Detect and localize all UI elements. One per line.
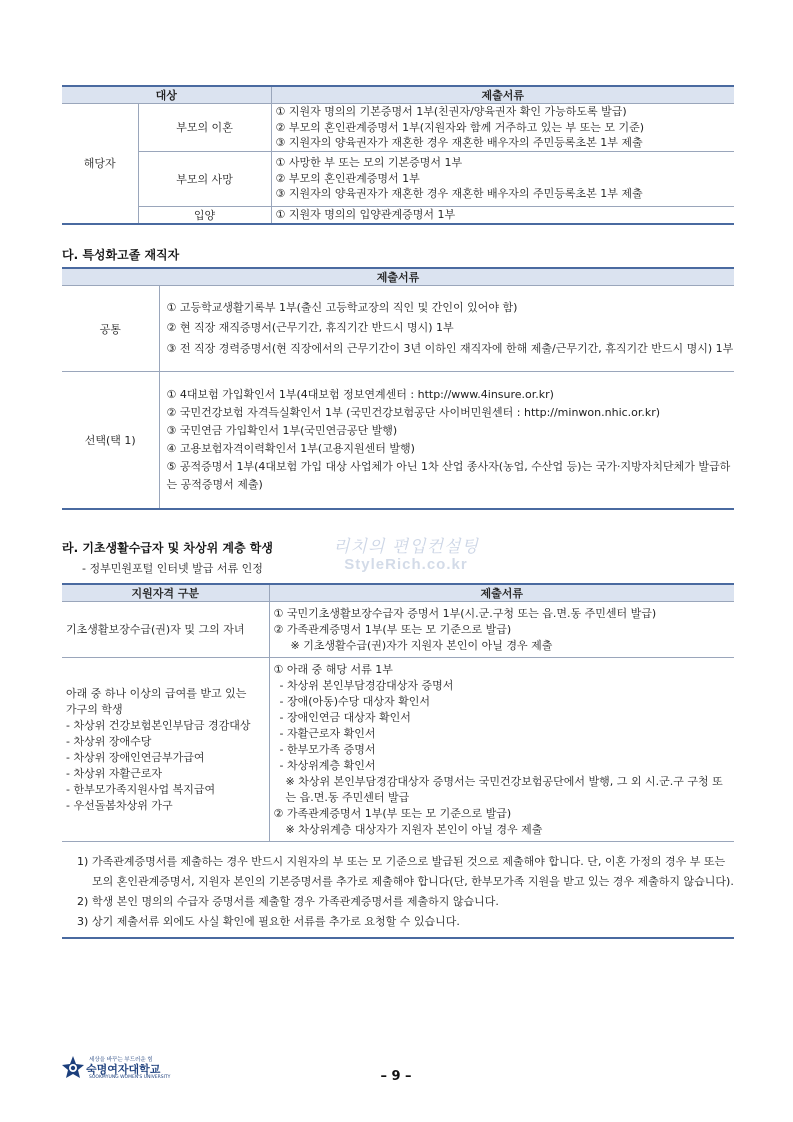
- footnote: [62, 852, 734, 892]
- table-family-status: [62, 85, 734, 225]
- note-item: ※ 차상위 본인부담경감대상자 증명서는 국민건강보험공단에서 발행, 그 외 시.군.구 구청 또는 읍.면.동 주민센터 발급: [285, 774, 723, 804]
- footnote: [62, 912, 734, 932]
- document-list: [271, 151, 734, 206]
- qualification-cell: [62, 602, 269, 658]
- document-item: ③ 전 직장 경력증명서(현 직장에서의 근무기간이 3년 이하인 재직자에 한해 제출/근무기간, 휴직기간 반드시 명시) 1부: [166, 341, 734, 355]
- document-item: ② 부모의 혼인관계증명서 1부: [275, 171, 420, 185]
- row-label: 입양: [138, 206, 271, 224]
- qualification-line: - 차상위 자활근로자: [66, 766, 162, 780]
- page-number: – 9 –: [380, 1069, 412, 1084]
- table-low-income: [62, 583, 734, 842]
- document-item: - 차상위 본인부담경감대상자 증명서: [279, 678, 454, 692]
- column-header-documents: 제출서류: [271, 86, 734, 104]
- document-item: - 차상위계층 확인서: [279, 758, 376, 772]
- document-item: ③ 국민연금 가입확인서 1부(국민연금공단 발행): [166, 423, 398, 437]
- document-item: ③ 지원자의 양육권자가 재혼한 경우 재혼한 배우자의 주민등록초본 1부 제출: [275, 136, 643, 149]
- document-item: - 장애(아동)수당 대상자 확인서: [279, 694, 431, 708]
- watermark: [326, 532, 486, 573]
- document-item: ① 고등학교생활기록부 1부(출신 고등학교장의 직인 및 간인이 있어야 함): [166, 300, 518, 314]
- qualification-line: - 우선돌봄차상위 가구: [66, 798, 173, 812]
- table-vocational-employees: [62, 267, 734, 510]
- qualification-line: - 차상위 건강보험본인부담금 경감대상: [66, 718, 251, 732]
- document-item: ① 지원자 명의의 입양관계증명서 1부: [275, 207, 456, 221]
- logo-name: 숙명여자대학교: [86, 1063, 161, 1076]
- watermark-line2: StyleRich.co.kr: [344, 556, 468, 573]
- document-item: ② 가족관계증명서 1부(부 또는 모 기준으로 발급): [273, 806, 512, 820]
- footnote-number: 2): [77, 895, 89, 908]
- document-list: [159, 286, 734, 372]
- note-item: ※ 기초생활수급(권)자가 지원자 본인이 아닐 경우 제출: [290, 638, 553, 652]
- section-title: 라. 기초생활수급자 및 차상위 계층 학생: [62, 541, 273, 555]
- logo-tagline: 세상을 바꾸는 부드러운 힘: [89, 1057, 153, 1063]
- document-item: ① 국민기초생활보장수급자 증명서 1부(시.군.구청 또는 읍.면.동 주민센터 발급): [273, 606, 657, 620]
- document-item: ① 아래 중 해당 서류 1부: [273, 662, 393, 676]
- row-label: 부모의 사망: [138, 151, 271, 206]
- footnotes: [62, 852, 734, 939]
- document-item: ① 4대보험 가입확인서 1부(4대보험 정보연계센터 : http://www.4insure.or.kr): [166, 387, 554, 401]
- row-label: 공통: [99, 322, 121, 336]
- document-item: - 자활근로자 확인서: [279, 726, 376, 740]
- footnote-number: 3): [77, 915, 89, 928]
- document-list: [269, 658, 734, 842]
- university-logo: [62, 1055, 182, 1081]
- footnote-text: 학생 본인 명의의 수급자 증명서를 제출할 경우 가족관계증명서를 제출하지 않습니다.: [92, 895, 499, 908]
- document-item: ② 현 직장 재직증명서(근무기간, 휴직기간 반드시 명시) 1부: [166, 321, 454, 335]
- qualification-line: 기초생활보장수급(권)자 및 그의 자녀: [66, 622, 245, 636]
- document-item: ① 사망한 부 또는 모의 기본증명서 1부: [275, 156, 463, 170]
- qualification-cell: [62, 658, 269, 842]
- footnote: [62, 892, 734, 912]
- document-list: [269, 602, 734, 658]
- emblem-icon: [62, 1056, 84, 1080]
- document-list: [271, 104, 734, 152]
- qualification-line: - 차상위 장애인연금부가급여: [66, 750, 205, 764]
- note-item: ※ 차상위계층 대상자가 지원자 본인이 아닐 경우 제출: [285, 822, 543, 836]
- watermark-line1: 리치의 편입컨설팅: [333, 537, 479, 557]
- document-item: ② 가족관계증명서 1부(부 또는 모 기준으로 발급): [273, 622, 512, 636]
- document-item: - 장애인연금 대상자 확인서: [279, 710, 411, 724]
- logo-english-name: SOOKMYUNG WOMEN'S UNIVERSITY: [89, 1075, 171, 1080]
- document-list: [159, 372, 734, 509]
- document-item: - 한부모가족 증명서: [279, 742, 376, 756]
- column-header-target: 대상: [62, 86, 271, 104]
- qualification-line: - 한부모가족지원사업 복지급여: [66, 782, 216, 796]
- section-title: 다. 특성화고졸 재직자: [62, 248, 180, 262]
- document-item: ⑤ 공적증명서 1부(4대보험 가입 대상 사업체가 아닌 1차 산업 종사자(농업, 수산업 등)는 국가·지방자치단체가 발급하는 공적증명서 제출): [166, 459, 731, 491]
- row-label: 부모의 이혼: [138, 104, 271, 152]
- column-header-qualification: 지원자격 구분: [62, 584, 269, 602]
- document-item: ③ 지원자의 양육권자가 재혼한 경우 재혼한 배우자의 주민등록초본 1부 제출: [275, 187, 643, 201]
- document-item: ② 국민건강보험 자격득실확인서 1부 (국민건강보험공단 사이버민원센터 : http://minwon.nhic.or.kr): [166, 405, 661, 419]
- document-item: ④ 고용보험자격이력확인서 1부(고용지원센터 발행): [166, 441, 415, 455]
- document-item: ① 지원자 명의의 기본증명서 1부(친권자/양육권자 확인 가능하도록 발급): [275, 105, 627, 118]
- footnote-text: 가족관계증명서를 제출하는 경우 반드시 지원자의 부 또는 모 기준으로 발급된 것으로 제출해야 합니다. 단, 이혼 가정의 경우 부 또는 모의 혼인관계증명서, 지원자 본인의 기본증명서를 추가로 제출해야 합니다(단, 한부모가족 지원을 받고 있는 경우 제출하지 않습니다).: [92, 855, 734, 888]
- document-item: ② 부모의 혼인관계증명서 1부(지원자와 함께 거주하고 있는 부 또는 모 기준): [275, 120, 645, 134]
- column-header-documents: 제출서류: [269, 584, 734, 602]
- qualification-line: 아래 중 하나 이상의 급여를 받고 있는 가구의 학생: [66, 686, 247, 716]
- column-header-documents: 제출서류: [62, 268, 734, 286]
- row-label: 선택(택 1): [84, 433, 136, 447]
- document-list: [271, 206, 734, 224]
- qualification-line: - 차상위 장애수당: [66, 734, 152, 748]
- group-label: 해당자: [83, 157, 116, 171]
- footnote-text: 상기 제출서류 외에도 사실 확인에 필요한 서류를 추가로 요청할 수 있습니다.: [92, 915, 460, 928]
- section-subtitle: - 정부민원포털 인터넷 발급 서류 인정: [82, 562, 263, 575]
- footnote-number: 1): [77, 855, 89, 868]
